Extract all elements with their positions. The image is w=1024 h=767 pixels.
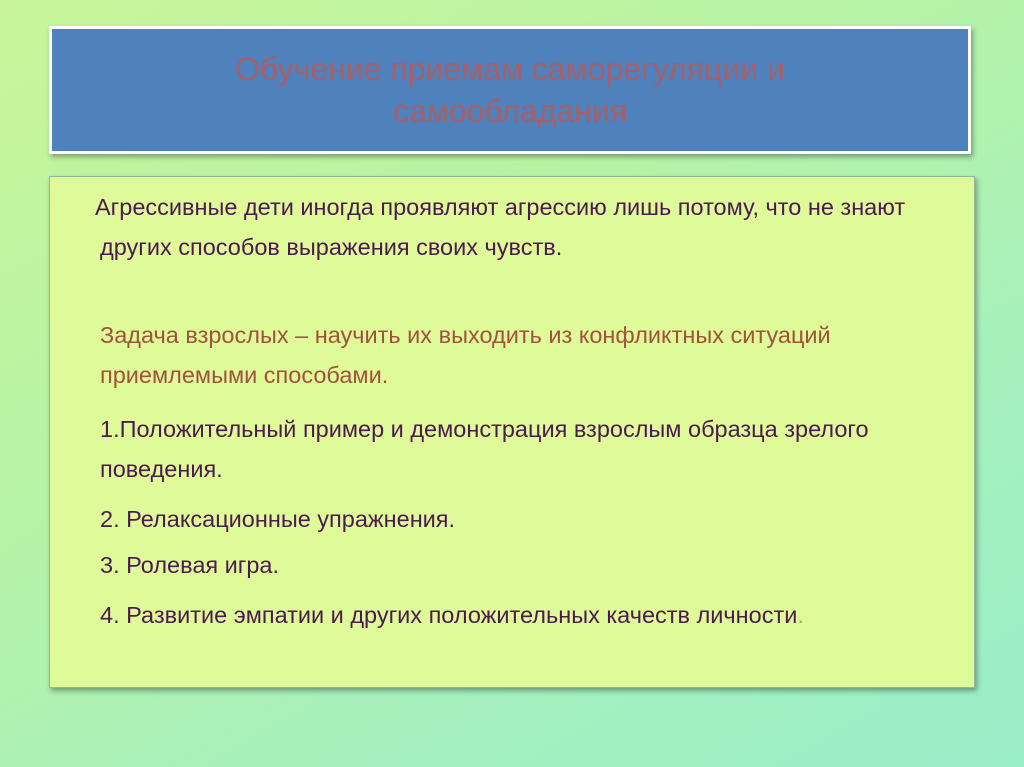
slide-content-box [49, 176, 975, 688]
list-item-4 [100, 595, 940, 635]
list-item-3: 3. Ролевая игра. [100, 552, 280, 578]
list-item-2: 2. Релаксационные упражнения. [100, 506, 456, 532]
slide-title-box [49, 26, 971, 154]
slide-title: Обучение приемам саморегуляции и самообладания [235, 51, 785, 129]
paragraph-intro: Агрессивные дети иногда проявляют агрессию лишь потому, что не знают других способов выражения своих чувств. [95, 194, 906, 260]
list-item-4-text: 4. Развитие эмпатии и других положительных качеств личности [100, 602, 798, 628]
list-item-1: 1.Положительный пример и демонстрация взрослым образца зрелого поведения. [100, 416, 869, 482]
paragraph-task: Задача взрослых – научить их выходить из конфликтных ситуаций приемлемыми способами. [100, 322, 831, 388]
list-item-4-period: . [797, 602, 804, 628]
